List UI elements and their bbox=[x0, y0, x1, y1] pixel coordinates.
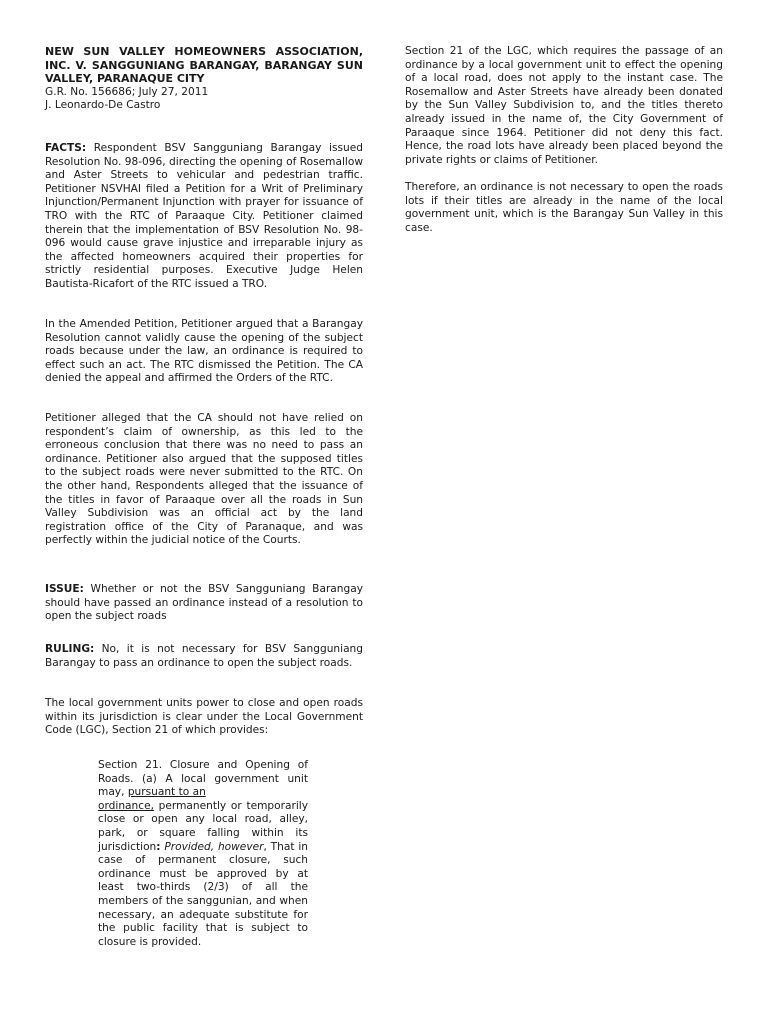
ruling-label: RULING: bbox=[45, 643, 95, 655]
lgc-intro-paragraph: The local government units power to close and open roads within its jurisdiction is clear under the Local Government Code (LGC), Section 21 of which provides: bbox=[45, 697, 363, 737]
quote-part2: permanently or temporarily close or open any local road, alley, park, or square falling within its jurisdiction bbox=[98, 799, 308, 853]
ruling-paragraph bbox=[45, 643, 363, 670]
right-paragraph-1: Section 21 of the LGC, which requires the passage of an ordinance by a local government unit to effect the opening of a local road, does not apply to the instant case. The Rosemallow and Aster Streets have already been donated by the Sun Valley Subdivision to, and the titles thereto already issued in the name of, the City Government of Paraaque since 1964. Petitioner did not deny this fact. Hence, the road lots have already been placed beyond the private rights or claims of Petitioner. bbox=[405, 45, 723, 166]
case-title: NEW SUN VALLEY HOMEOWNERS ASSOCIATION, INC. V. SANGGUNIANG BARANGAY, BARANGAY SUN VALLEY, PARANAQUE CITY bbox=[45, 45, 363, 86]
quote-italic: Provided, however bbox=[160, 840, 264, 853]
issue-label: ISSUE: bbox=[45, 583, 84, 595]
ruling-text: No, it is not necessary for BSV Sangguniang Barangay to pass an ordinance to open the subject roads. bbox=[45, 643, 363, 669]
quote-colon: : bbox=[156, 840, 161, 853]
quote-underline-2: ordinance, bbox=[98, 799, 154, 812]
facts-paragraph bbox=[45, 142, 363, 292]
amended-petition-paragraph: In the Amended Petition, Petitioner argued that a Barangay Resolution cannot validly cause the opening of the subject roads because under the law, an ordinance is required to effect such an act. The RTC dismissed the Petition. The CA denied the appeal and affirmed the Orders of the RTC. bbox=[45, 318, 363, 385]
right-paragraph-2: Therefore, an ordinance is not necessary to open the roads lots if their titles are already in the name of the local government unit, which is the Barangay Sun Valley in this case. bbox=[405, 181, 723, 234]
facts-text: Respondent BSV Sangguniang Barangay issued Resolution No. 98-096, directing the opening of Rosemallow and Aster Streets to vehicular and pedestrian traffic. Petitioner NSVHAI filed a Petition for a Writ of Preliminary Injunction/Permanent Injunction with prayer for issuance of TRO with the RTC of Paraaque City. Petitioner claimed therein that the implementation of BSV Resolution No. 98-096 would cause grave injustice and irreparable injury as the affected homeowners acquired their properties for strictly residential purposes. Executive Judge Helen Bautista-Ricafort of the RTC issued a TRO. bbox=[45, 142, 363, 290]
gr-number: G.R. No. 156686; July 27, 2011 bbox=[45, 85, 209, 98]
case-header bbox=[45, 45, 363, 113]
quote-part3: , That in case of permanent closure, such ordinance must be approved by at least two-thirds (2/3) of all the members of the sanggunian, and when necessary, an adequate substitute for the public facility that is subject to closure is provided. bbox=[98, 840, 309, 948]
petitioner-alleged-paragraph: Petitioner alleged that the CA should not have relied on respondent’s claim of ownership, as this led to the erroneous conclusion that there was no need to pass an ordinance. Petitioner also argued that the supposed titles to the subject roads were never submitted to the RTC. On the other hand, Respondents alleged that the issuance of the titles in favor of Paraaque over all the roads in Sun Valley Subdivision was an official act by the land registration office of the City of Paranaque, and was perfectly within the judicial notice of the Courts. bbox=[45, 412, 363, 547]
ponente: J. Leonardo-De Castro bbox=[45, 99, 161, 112]
facts-label: FACTS: bbox=[45, 142, 87, 154]
quote-underline-1: pursuant to an bbox=[127, 786, 206, 799]
section-21-quote bbox=[98, 759, 308, 949]
issue-paragraph bbox=[45, 583, 363, 624]
issue-text: Whether or not the BSV Sangguniang Barangay should have passed an ordinance instead of a resolution to open the subject roads bbox=[45, 583, 363, 623]
quote-part1: Section 21. Closure and Opening of Roads. (a) A local government unit may, bbox=[98, 759, 308, 799]
